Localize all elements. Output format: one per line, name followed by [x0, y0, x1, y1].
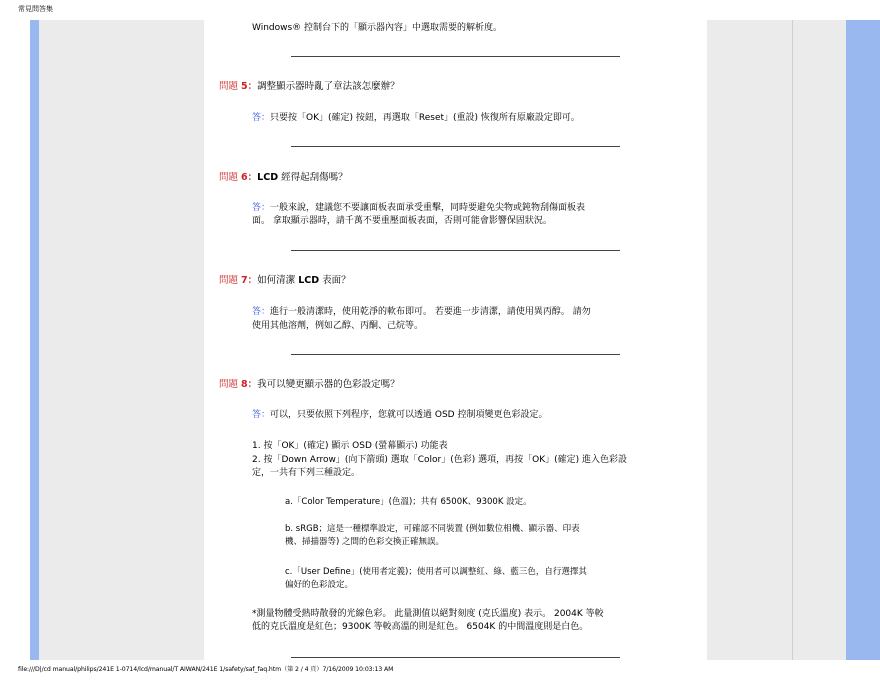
note-line-1: *測量物體受熱時散發的光線色彩。 此量測值以絕對刻度 (克氏溫度) 表示。 2004K 等較: [252, 609, 604, 619]
option-a: a.「Color Temperature」(色溫)；共有 6500K、9300K 設定。: [285, 497, 532, 507]
answer-6-line-2: 面。 拿取顯示器時，請千萬不要重壓面板表面，否則可能會影響保固狀況。: [252, 216, 552, 226]
divider: [291, 250, 620, 251]
question-number: 8：: [241, 379, 258, 390]
question-text: 調整顯示器時亂了章法該怎麼辦？: [257, 81, 400, 92]
right-gray-sidebar: [707, 20, 792, 660]
answer-7-line-2: 使用其他溶劑，例如乙醇、丙酮、己烷等。: [252, 321, 424, 331]
question-6: [219, 171, 348, 184]
answer-label: 答：: [252, 203, 271, 213]
answer-label: 答：: [252, 410, 271, 420]
question-label: 問題: [219, 275, 239, 286]
question-text-post: 表面？: [319, 275, 351, 286]
question-label: 問題: [219, 172, 239, 183]
step-1: 1. 按「OK」(確定) 顯示 OSD (螢幕顯示) 功能表: [252, 441, 448, 451]
question-number: 5：: [241, 81, 258, 92]
answer-text: 只要按「OK」(確定) 按鈕，再選取「Reset」(重設) 恢復所有原廠設定即可。: [270, 113, 580, 123]
answer-5: [252, 112, 580, 125]
divider: [291, 146, 620, 147]
divider: [291, 56, 620, 57]
option-b-line-1: b. sRGB；這是一種標準設定，可確認不同裝置 (例如數位相機、顯示器、印表: [285, 524, 580, 534]
left-gray-sidebar: [39, 20, 204, 660]
question-label: 問題: [219, 81, 239, 92]
answer-text: 進行一般清潔時，使用乾淨的軟布即可。 若要進一步清潔，請使用異丙醇。 請勿: [270, 307, 591, 317]
question-7: [219, 274, 351, 287]
left-blue-band: [30, 20, 39, 660]
answer-label: 答：: [252, 307, 271, 317]
question-bold-term: LCD: [257, 172, 279, 183]
right-gray-sidebar-2: [793, 20, 846, 660]
answer-label: 答：: [252, 113, 271, 123]
question-text-pre: 如何清潔: [257, 275, 299, 286]
divider: [291, 354, 620, 355]
right-blue-band: [846, 20, 880, 660]
answer-6-line-1: [252, 202, 585, 215]
question-8: [219, 378, 400, 391]
question-bold-term: LCD: [298, 275, 320, 286]
question-label: 問題: [219, 379, 239, 390]
question-5: [219, 80, 400, 93]
option-c-line-2: 偏好的色彩設定。: [285, 580, 354, 590]
step-2-line-1: 2. 按「Down Arrow」(向下箭頭) 選取「Color」(色彩) 選項，再按「OK」(確定) 進入色彩設: [252, 455, 628, 465]
answer-7-line-1: [252, 306, 591, 319]
option-b-line-2: 機、掃描器等) 之間的色彩交換正確無誤。: [285, 537, 445, 547]
intro-text: Windows® 控制台下的「顯示器內容」中選取需要的解析度。: [252, 23, 503, 33]
question-text: 我可以變更顯示器的色彩設定嗎？: [257, 379, 400, 390]
answer-text: 可以，只要依照下列程序，您就可以透過 OSD 控制項變更色彩設定。: [270, 410, 548, 420]
answer-8: [252, 409, 547, 422]
page-footer-path: file:///D|/cd manual/philips/241E 1-0714/lcd/manual/T AIWAN/241E 1/safety/saf_faq.htm（第 2 / 4 頁）7/16/2009 10:03:13 AM: [18, 666, 394, 673]
step-2-line-2: 定，一共有下列三種設定。: [252, 468, 361, 478]
question-text: 經得起刮傷嗎？: [278, 172, 348, 183]
answer-text: 一般來說，建議您不要讓面板表面承受重擊，同時要避免尖物或鈍物刮傷面板表: [270, 203, 586, 213]
question-number: 6：: [241, 172, 258, 183]
note-line-2: 低的克氏溫度是紅色；9300K 等較高溫的則是紅色。 6504K 的中間溫度則是白色。: [252, 622, 589, 632]
page-header-title: 常見問答集: [18, 5, 53, 13]
divider: [291, 657, 620, 658]
question-number: 7：: [241, 275, 258, 286]
option-c-line-1: c.「User Define」(使用者定義)；使用者可以調整紅、綠、藍三色，自行選擇其: [285, 567, 587, 577]
